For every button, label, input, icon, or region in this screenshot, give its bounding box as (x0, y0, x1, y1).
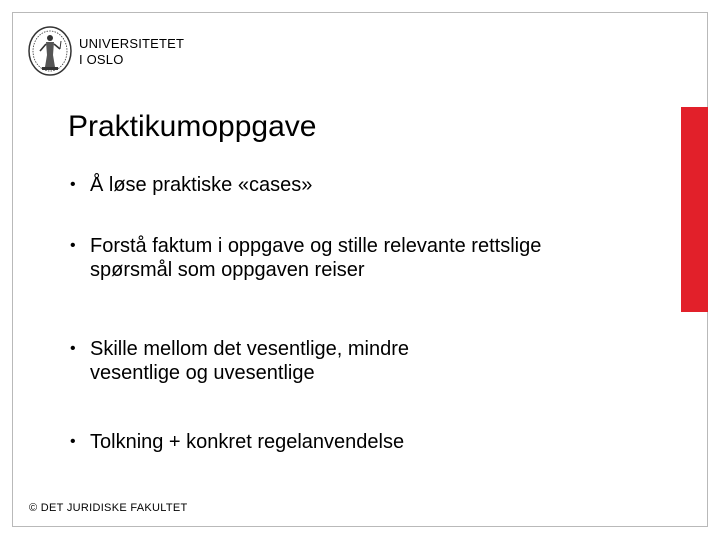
bullet-text: Å løse praktiske «cases» (90, 174, 313, 196)
bullet-marker: • (70, 433, 76, 450)
bullet-item (68, 234, 668, 282)
accent-bar (681, 107, 708, 312)
bullet-marker: • (70, 237, 76, 254)
university-name (79, 36, 184, 68)
bullet-text: Skille mellom det vesentlige, mindre vesentlige og uvesentlige (90, 338, 410, 384)
bullet-item (68, 173, 668, 197)
bullet-item (68, 430, 668, 454)
bullet-text: Tolkning + konkret regelanvendelse (90, 431, 405, 453)
bullet-marker: • (70, 340, 76, 357)
bullet-item (68, 337, 668, 385)
slide-title: Praktikumoppgave (68, 110, 317, 143)
bullet-text: Forstå faktum i oppgave og stille relevante rettslige spørsmål som oppgaven reiser (90, 235, 542, 281)
university-name-line2: I OSLO (79, 52, 124, 67)
university-seal-icon (27, 25, 73, 77)
footer-copyright: © DET JURIDISKE FAKULTET (29, 502, 188, 514)
bullet-marker: • (70, 176, 76, 193)
university-name-line1: UNIVERSITETET (79, 36, 185, 51)
